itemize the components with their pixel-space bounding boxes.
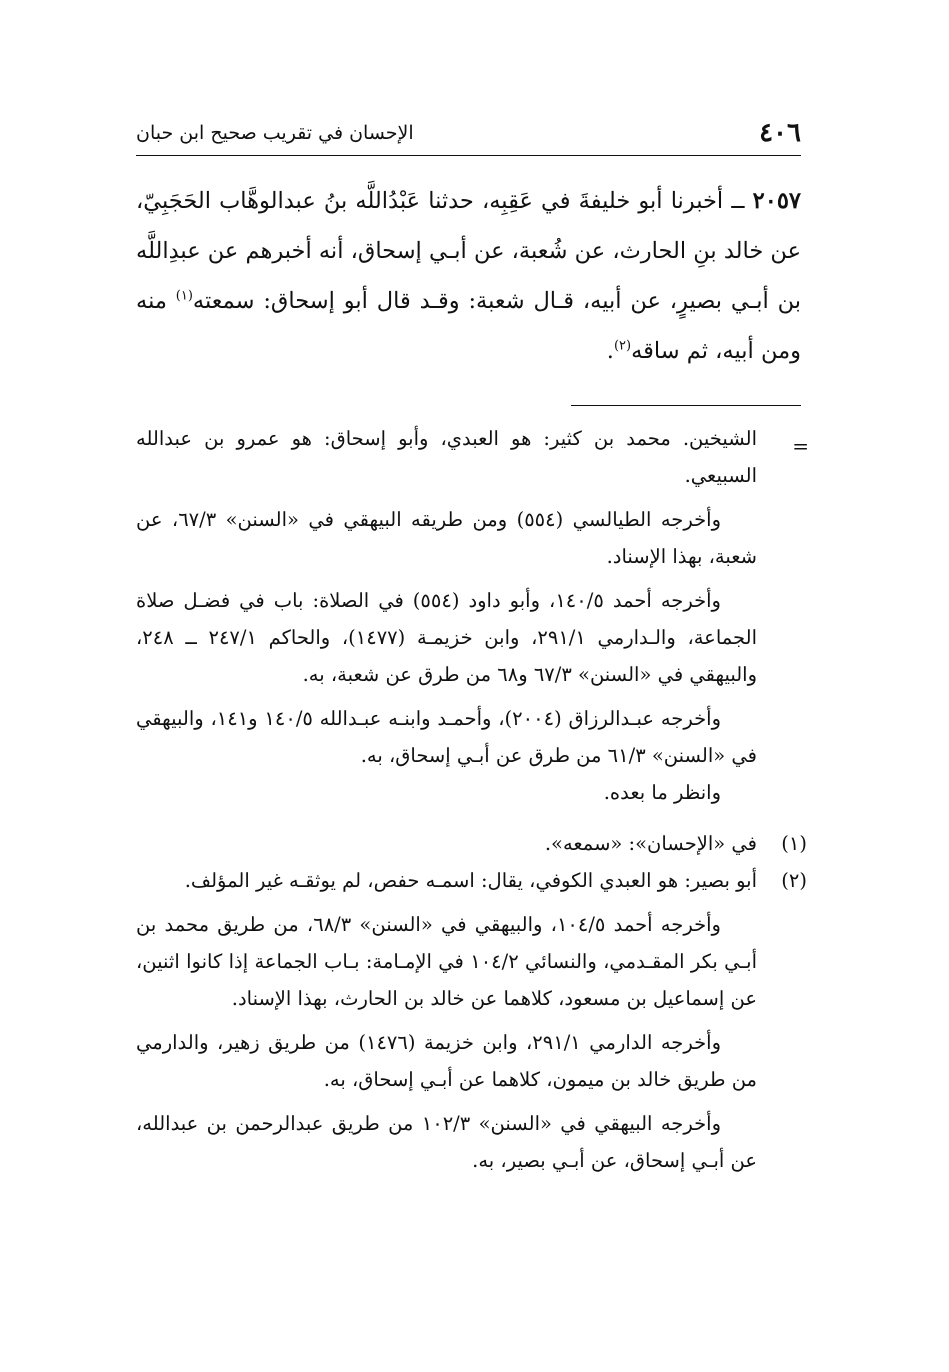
footnote-paragraph: وأخرجه الدارمي ٢٩١/١، وابن خزيمة (١٤٧٦) من طريق زهير، والدارمي من طريق خالد بن ميمون، كلاهما عن أبـي إسحاق، به. xyxy=(136,1031,757,1091)
footnote-text: أبو بصير: هو العبدي الكوفي، يقال: اسمـه حفص، لم يوثقـه غير المؤلف. xyxy=(184,869,757,892)
footnote-1 xyxy=(136,825,807,862)
hadith-number: ٢٠٥٧ xyxy=(752,188,801,214)
footnote-paragraph: وأخرجه أحمد ١٠٤/٥، والبيهقي في «السنن» ٦٨/٣، من طريق محمد بن أبـي بكر المقـدمي، والنسائي ١٠٤/٢ في الإمـامة: بـاب الجماعة إذا كانوا اثنين، عن إسماعيل بن مسعود، كلاهما عن خالد بن الحارث، بهذا الإسناد. xyxy=(136,913,757,1010)
hadith-body: أخبرنا أبو خليفةَ في عَقِبِه، حدثنا عَبْدُاللَّه بنُ عبدالوهَّاب الحَجَبِيّ، عن خالد بنِ الحارث، عن شُعبة، عن أبـي إسحاق، أنه أخبرهم عن عبدِاللَّه بن أبـي بصيرٍ، عن أبيه، قـال شعبة: وقـد قال أبو إسحاق: سمعته xyxy=(136,188,801,314)
hadith-text xyxy=(136,176,801,376)
footnote-paragraph: الشيخين. محمد بن كثير: هو العبدي، وأبو إسحاق: هو عمرو بن عبدالله السبيعي. xyxy=(136,427,757,487)
header-rule xyxy=(136,155,801,156)
footnote-ref-2: (٢) xyxy=(613,338,632,354)
footnote-ref-1: (١) xyxy=(175,288,193,304)
footnote-paragraph: وأخرجه الطيالسي (٥٥٤) ومن طريقه البيهقي في «السنن» ٦٧/٣، عن شعبة، بهذا الإسناد. xyxy=(136,508,757,568)
footnotes-area xyxy=(136,420,809,1186)
footnote-separator xyxy=(571,405,801,406)
running-title: الإحسان في تقريب صحيح ابن حبان xyxy=(136,122,414,144)
footnote-paragraph: وأخرجه عبـدالرزاق (٢٠٠٤)، وأحمـد وابنـه عبـدالله ١٤٠/٥ و١٤١، والبيهقي في «السنن» ٦١/٣ من طرق عن أبـي إسحاق، به. xyxy=(136,707,757,767)
hadith-body-cont: منه ومن أبيه، ثم ساقه xyxy=(136,288,801,364)
footnote-text: في «الإحسان»: «سمعه». xyxy=(544,832,757,855)
hadith-end: . xyxy=(606,338,614,364)
footnote-paragraph: وانظر ما بعده. xyxy=(603,781,721,804)
footnote-paragraph: وأخرجه البيهقي في «السنن» ١٠٢/٣ من طريق عبدالرحمن بن عبدالله، عن أبـي إسحاق، عن أبـي بصير، به. xyxy=(136,1112,757,1172)
continued-footnote xyxy=(136,420,809,811)
continuation-marker: = xyxy=(792,434,809,458)
page-number: ٤٠٦ xyxy=(759,118,801,148)
page-header xyxy=(136,115,801,151)
footnote-number: (٢) xyxy=(781,869,807,892)
footnote-number: (١) xyxy=(781,832,807,855)
footnote-2 xyxy=(136,862,807,1179)
hadith-dash: ــ xyxy=(731,188,745,214)
footnote-paragraph: وأخرجه أحمد ١٤٠/٥، وأبو داود (٥٥٤) في الصلاة: باب في فضـل صلاة الجماعة، والـدارمي ٢٩١/١، وابن خزيمـة (١٤٧٧)، والحاكم ٢٤٧/١ ــ ٢٤٨، والبيهقي في «السنن» ٦٧/٣ و٦٨ من طرق عن شعبة، به. xyxy=(136,589,757,686)
